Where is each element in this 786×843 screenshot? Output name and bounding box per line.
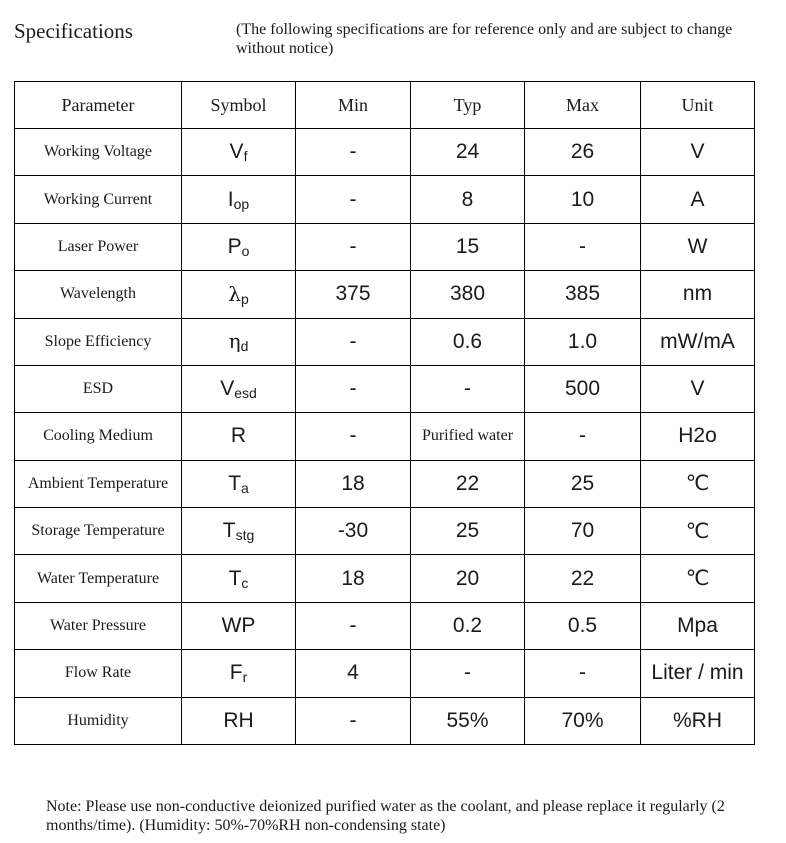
column-header: Min	[296, 82, 411, 129]
symbol-main: R	[230, 424, 247, 448]
parameter-cell: Laser Power	[15, 223, 182, 270]
parameter-cell: Wavelength	[15, 271, 182, 318]
typ-cell: 15	[411, 223, 525, 270]
unit-cell: Mpa	[641, 602, 755, 649]
column-header: Parameter	[15, 82, 182, 129]
min-cell: -	[296, 697, 411, 745]
unit-cell: H2o	[641, 413, 755, 460]
unit-cell: A	[641, 176, 755, 223]
disclaimer-text: (The following specifications are for reference only and are subject to change without notice)	[236, 21, 733, 57]
unit-cell: Liter / min	[641, 650, 755, 697]
min-cell: 18	[296, 460, 411, 507]
parameter-cell: Flow Rate	[15, 650, 182, 697]
parameter-cell: Water Temperature	[15, 555, 182, 602]
max-cell: 26	[525, 129, 641, 176]
unit-cell: W	[641, 223, 755, 270]
footnote: Note: Please use non-conductive deionized purified water as the coolant, and please replace it regularly (2 months/time). (Humidity: 50%-70%RH non-condensing state)	[46, 798, 725, 834]
symbol-main: WP	[221, 613, 256, 637]
max-cell: 10	[525, 176, 641, 223]
symbol-cell	[182, 508, 296, 555]
symbol-main: P	[227, 234, 242, 258]
typ-cell: 0.6	[411, 318, 525, 365]
symbol-main: RH	[223, 708, 254, 732]
typ-cell: -	[411, 650, 525, 697]
typ-cell: 24	[411, 129, 525, 176]
symbol-main: η	[228, 329, 241, 354]
max-cell: 70%	[525, 697, 641, 745]
min-cell: 18	[296, 555, 411, 602]
symbol-cell	[182, 223, 296, 270]
table-row	[15, 129, 755, 176]
max-cell: 500	[525, 365, 641, 412]
symbol-cell	[182, 602, 296, 649]
parameter-cell: Ambient Temperature	[15, 460, 182, 507]
symbol-cell	[182, 129, 296, 176]
table-row	[15, 460, 755, 507]
parameter-cell: Water Pressure	[15, 602, 182, 649]
page-title: Specifications	[14, 19, 133, 43]
max-cell: -	[525, 650, 641, 697]
symbol-cell	[182, 650, 296, 697]
symbol-subscript: op	[233, 195, 250, 212]
symbol-main: F	[229, 661, 243, 685]
symbol-cell	[182, 271, 296, 318]
symbol-cell	[182, 365, 296, 412]
column-header: Typ	[411, 82, 525, 129]
table-row	[15, 271, 755, 318]
symbol-subscript: d	[240, 338, 249, 355]
unit-cell: V	[641, 129, 755, 176]
symbol-cell	[182, 460, 296, 507]
table-row	[15, 697, 755, 745]
table-row	[15, 365, 755, 412]
unit-cell: mW/mA	[641, 318, 755, 365]
table-row	[15, 413, 755, 460]
table-row	[15, 555, 755, 602]
table-row	[15, 508, 755, 555]
typ-cell: 25	[411, 508, 525, 555]
parameter-cell: Cooling Medium	[15, 413, 182, 460]
min-cell: -	[296, 413, 411, 460]
table-row	[15, 602, 755, 649]
table-row	[15, 318, 755, 365]
column-header: Unit	[641, 82, 755, 129]
max-cell: 22	[525, 555, 641, 602]
max-cell: 385	[525, 271, 641, 318]
column-header: Max	[525, 82, 641, 129]
min-cell: -	[296, 318, 411, 365]
max-cell: 70	[525, 508, 641, 555]
typ-cell: 0.2	[411, 602, 525, 649]
typ-cell: 20	[411, 555, 525, 602]
symbol-subscript: p	[240, 290, 249, 307]
table-row	[15, 650, 755, 697]
min-cell: -	[296, 129, 411, 176]
symbol-subscript: a	[241, 479, 249, 496]
unit-cell: ℃	[641, 508, 755, 555]
unit-cell: V	[641, 365, 755, 412]
max-cell: 1.0	[525, 318, 641, 365]
min-cell: -30	[296, 508, 411, 555]
symbol-main: λ	[228, 281, 241, 306]
column-header: Symbol	[182, 82, 296, 129]
parameter-cell: Working Voltage	[15, 129, 182, 176]
max-cell: 25	[525, 460, 641, 507]
typ-cell: 22	[411, 460, 525, 507]
typ-cell: -	[411, 365, 525, 412]
parameter-cell: Slope Efficiency	[15, 318, 182, 365]
parameter-cell: Humidity	[15, 697, 182, 745]
symbol-subscript: stg	[235, 527, 255, 544]
table-header-row	[15, 82, 755, 129]
max-cell: -	[525, 223, 641, 270]
symbol-cell	[182, 413, 296, 460]
specifications-table	[14, 81, 755, 745]
symbol-subscript: c	[241, 574, 249, 591]
symbol-main: T	[228, 566, 242, 590]
symbol-subscript: r	[242, 669, 248, 686]
parameter-cell: Storage Temperature	[15, 508, 182, 555]
table-row	[15, 176, 755, 223]
table-row	[15, 223, 755, 270]
symbol-main: T	[222, 519, 236, 543]
symbol-cell	[182, 697, 296, 745]
symbol-cell	[182, 176, 296, 223]
parameter-cell: Working Current	[15, 176, 182, 223]
unit-cell: ℃	[641, 555, 755, 602]
unit-cell: %RH	[641, 697, 755, 745]
symbol-subscript: esd	[234, 385, 257, 402]
symbol-main: V	[220, 377, 235, 401]
symbol-main: I	[227, 187, 234, 211]
unit-cell: nm	[641, 271, 755, 318]
symbol-subscript: o	[241, 242, 250, 259]
min-cell: -	[296, 365, 411, 412]
symbol-main: T	[228, 471, 242, 495]
min-cell: 4	[296, 650, 411, 697]
min-cell: -	[296, 223, 411, 270]
min-cell: 375	[296, 271, 411, 318]
min-cell: -	[296, 602, 411, 649]
symbol-cell	[182, 318, 296, 365]
max-cell: 0.5	[525, 602, 641, 649]
typ-cell: 8	[411, 176, 525, 223]
symbol-subscript: f	[243, 148, 248, 165]
typ-cell: 380	[411, 271, 525, 318]
min-cell: -	[296, 176, 411, 223]
max-cell: -	[525, 413, 641, 460]
typ-cell: Purified water	[411, 413, 525, 460]
unit-cell: ℃	[641, 460, 755, 507]
symbol-cell	[182, 555, 296, 602]
typ-cell: 55%	[411, 697, 525, 745]
symbol-main: V	[229, 140, 244, 164]
parameter-cell: ESD	[15, 365, 182, 412]
